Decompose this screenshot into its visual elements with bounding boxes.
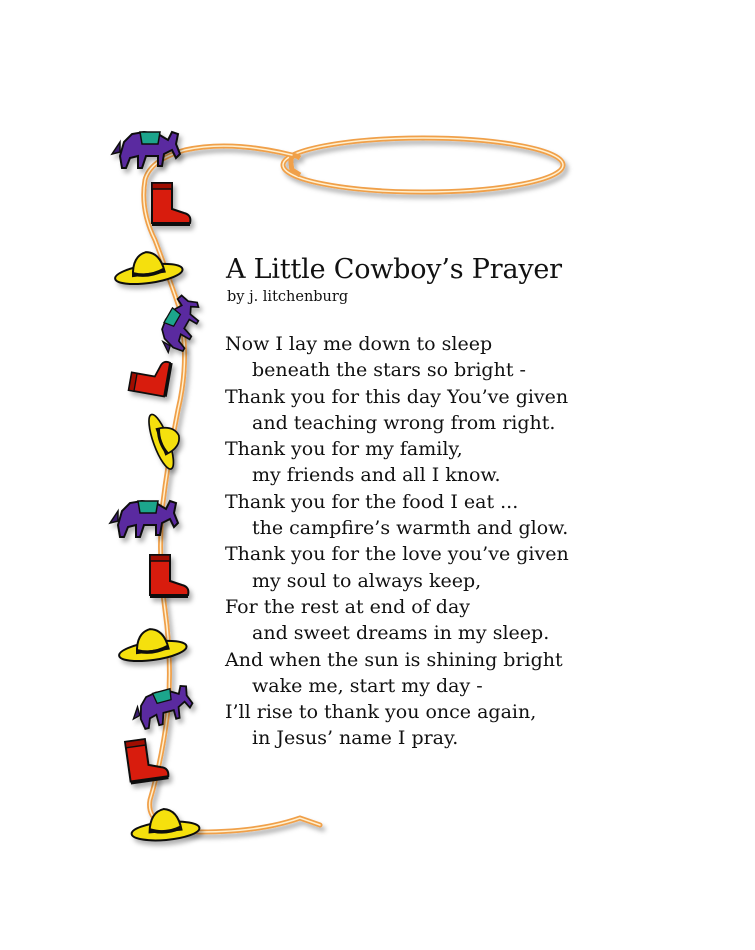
poem-line: my friends and all I know. bbox=[252, 464, 501, 487]
poem-line: my soul to always keep, bbox=[252, 569, 482, 592]
poem-line: wake me, start my day - bbox=[252, 674, 483, 697]
poem-body bbox=[225, 331, 569, 752]
poem-line: Thank you for the love you’ve given bbox=[225, 543, 569, 566]
poem-line: the campfire’s warmth and glow. bbox=[252, 517, 569, 540]
cowboy-hat-icon bbox=[130, 806, 200, 843]
poem-line: Now I lay me down to sleep bbox=[225, 333, 493, 355]
poem-line: And when the sun is shining bright bbox=[225, 648, 563, 671]
poem-line: Thank you for the food I eat ... bbox=[225, 490, 519, 513]
rocking-horse-icon bbox=[110, 501, 178, 537]
poem-line: For the rest at end of day bbox=[225, 595, 471, 618]
rocking-horse-icon bbox=[128, 684, 196, 731]
cowboy-hat-icon bbox=[144, 408, 189, 471]
poem-line: Thank you for my family, bbox=[225, 438, 463, 461]
cowboy-hat-icon bbox=[112, 247, 184, 287]
rocking-horse-icon bbox=[152, 293, 207, 358]
cowboy-boot-icon bbox=[152, 183, 190, 226]
poem-line: and sweet dreams in my sleep. bbox=[252, 622, 550, 645]
poem-title: A Little Cowboy’s Prayer bbox=[226, 254, 562, 285]
poem-line: in Jesus’ name I pray. bbox=[252, 727, 459, 750]
poem-byline: by j. litchenburg bbox=[227, 289, 349, 305]
poem-line: Thank you for this day You’ve given bbox=[225, 385, 569, 408]
rocking-horse-icon bbox=[112, 132, 180, 168]
poem-line: I’ll rise to thank you once again, bbox=[225, 701, 537, 724]
poem-line: beneath the stars so bright - bbox=[252, 359, 526, 382]
cowboy-hat-icon bbox=[116, 624, 188, 664]
poem-line: and teaching wrong from right. bbox=[252, 411, 556, 434]
cowboy-boot-icon bbox=[150, 555, 188, 598]
cowboy-boot-icon bbox=[129, 356, 173, 397]
